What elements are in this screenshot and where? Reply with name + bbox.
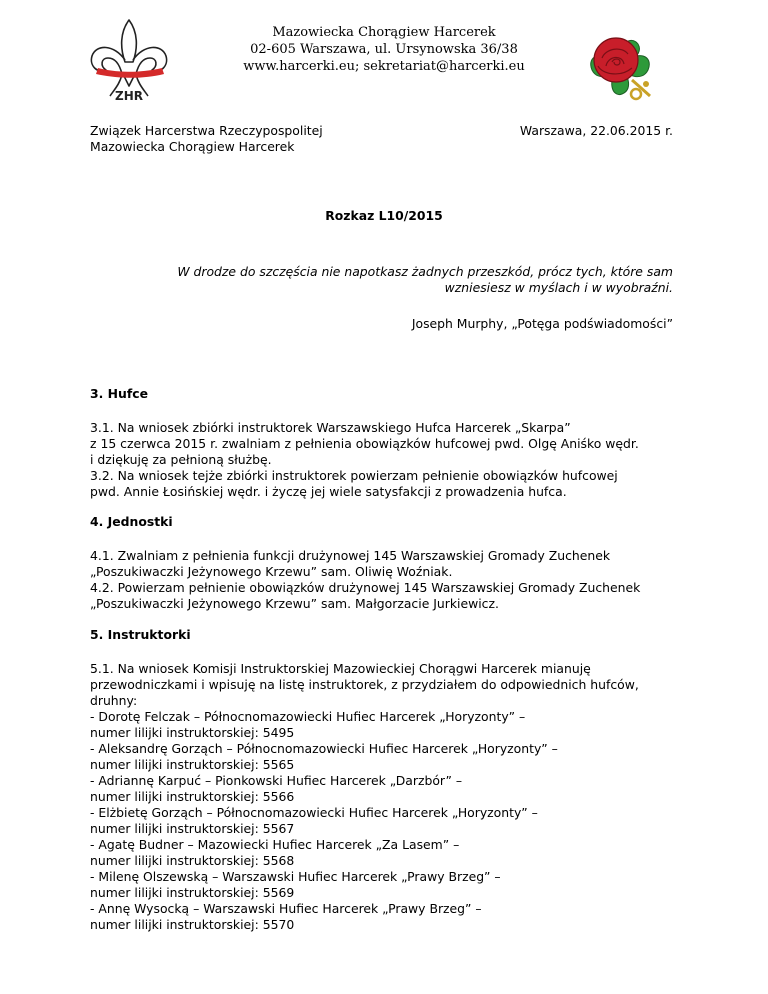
letterhead-org-name: Mazowiecka Chorągiew Harcerek [272, 25, 496, 40]
list-item: - Adriannę Karpuć – Pionkowski Hufiec Harcerek „Darzbór” – [90, 773, 463, 788]
paragraph-line: 5.1. Na wniosek Komisji Instruktorskiej Mazowieckiej Chorągwi Harcerek mianuję [90, 661, 591, 676]
list-item: numer lilijki instruktorskiej: 5567 [90, 821, 295, 836]
rose-clover-emblem [572, 22, 668, 112]
paragraph-line: 3.1. Na wniosek zbiórki instruktorek Warszawskiego Hufca Harcerek „Skarpa” [90, 420, 571, 435]
sender-line-2: Mazowiecka Chorągiew Harcerek [90, 139, 295, 154]
list-item: numer lilijki instruktorskiej: 5568 [90, 853, 295, 868]
letterhead-address: 02-605 Warszawa, ul. Ursynowska 36/38 [250, 42, 518, 57]
paragraph-line: druhny: [90, 693, 138, 708]
logo-text: ZHR [115, 89, 143, 103]
quote-line-1: W drodze do szczęścia nie napotkasz żadnych przeszkód, prócz tych, które sam [177, 264, 673, 279]
list-item: - Dorotę Felczak – Północnomazowiecki Hufiec Harcerek „Horyzonty” – [90, 709, 526, 724]
list-item: numer lilijki instruktorskiej: 5566 [90, 789, 295, 804]
quote-author: Joseph Murphy, „Potęga podświadomości” [411, 316, 673, 331]
letterhead [200, 24, 568, 75]
section-heading: 3. Hufce [90, 386, 148, 401]
letterhead-contact: www.harcerki.eu; sekretariat@harcerki.eu [243, 59, 525, 74]
paragraph-line: pwd. Annie Łosińskiej wędr. i życzę jej wiele satysfakcji z prowadzenia hufca. [90, 484, 567, 499]
list-item: - Annę Wysocką – Warszawski Hufiec Harcerek „Prawy Brzeg” – [90, 901, 482, 916]
section-heading: 4. Jednostki [90, 514, 173, 529]
order-title: Rozkaz L10/2015 [325, 208, 443, 223]
paragraph-line: 4.2. Powierzam pełnienie obowiązków drużynowej 145 Warszawskiej Gromady Zuchenek [90, 580, 641, 595]
list-item: - Elżbietę Gorząch – Północnomazowiecki Hufiec Harcerek „Horyzonty” – [90, 805, 538, 820]
paragraph-line: i dziękuję za pełnioną służbę. [90, 452, 272, 467]
paragraph-line: z 15 czerwca 2015 r. zwalniam z pełnienia obowiązków hufcowej pwd. Olgę Aniśko wędr. [90, 436, 639, 451]
list-item: - Agatę Budner – Mazowiecki Hufiec Harcerek „Za Lasem” – [90, 837, 460, 852]
paragraph-line: 3.2. Na wniosek tejże zbiórki instruktorek powierzam pełnienie obowiązków hufcowej [90, 468, 618, 483]
list-item: numer lilijki instruktorskiej: 5495 [90, 725, 295, 740]
section-body [90, 420, 639, 500]
paragraph-line: 4.1. Zwalniam z pełnienia funkcji drużynowej 145 Warszawskiej Gromady Zuchenek [90, 548, 611, 563]
fleur-de-lis-logo [84, 14, 174, 106]
paragraph-line: „Poszukiwaczki Jeżynowego Krzewu” sam. Małgorzacie Jurkiewicz. [90, 596, 499, 611]
sender-line-1: Związek Harcerstwa Rzeczypospolitej [90, 123, 323, 138]
section-hufce [90, 386, 639, 500]
section-body [90, 548, 640, 612]
document-date: Warszawa, 22.06.2015 r. [519, 123, 673, 138]
list-item: - Aleksandrę Gorząch – Północnomazowiecki Hufiec Harcerek „Horyzonty” – [90, 741, 558, 756]
list-item: numer lilijki instruktorskiej: 5569 [90, 885, 295, 900]
sender-block [90, 123, 323, 155]
section-heading: 5. Instruktorki [90, 627, 191, 642]
section-body [90, 661, 639, 933]
list-item: - Milenę Olszewską – Warszawski Hufiec Harcerek „Prawy Brzeg” – [90, 869, 501, 884]
section-instruktorki [90, 627, 639, 933]
list-item: numer lilijki instruktorskiej: 5570 [90, 917, 295, 932]
section-jednostki [90, 514, 640, 612]
paragraph-line: „Poszukiwaczki Jeżynowego Krzewu” sam. Oliwię Woźniak. [90, 564, 453, 579]
motto-quote [177, 264, 673, 296]
list-item: numer lilijki instruktorskiej: 5565 [90, 757, 295, 772]
quote-line-2: wzniesiesz w myślach i w wyobraźni. [444, 280, 673, 295]
paragraph-line: przewodniczkami i wpisuję na listę instruktorek, z przydziałem do odpowiednich hufców, [90, 677, 639, 692]
